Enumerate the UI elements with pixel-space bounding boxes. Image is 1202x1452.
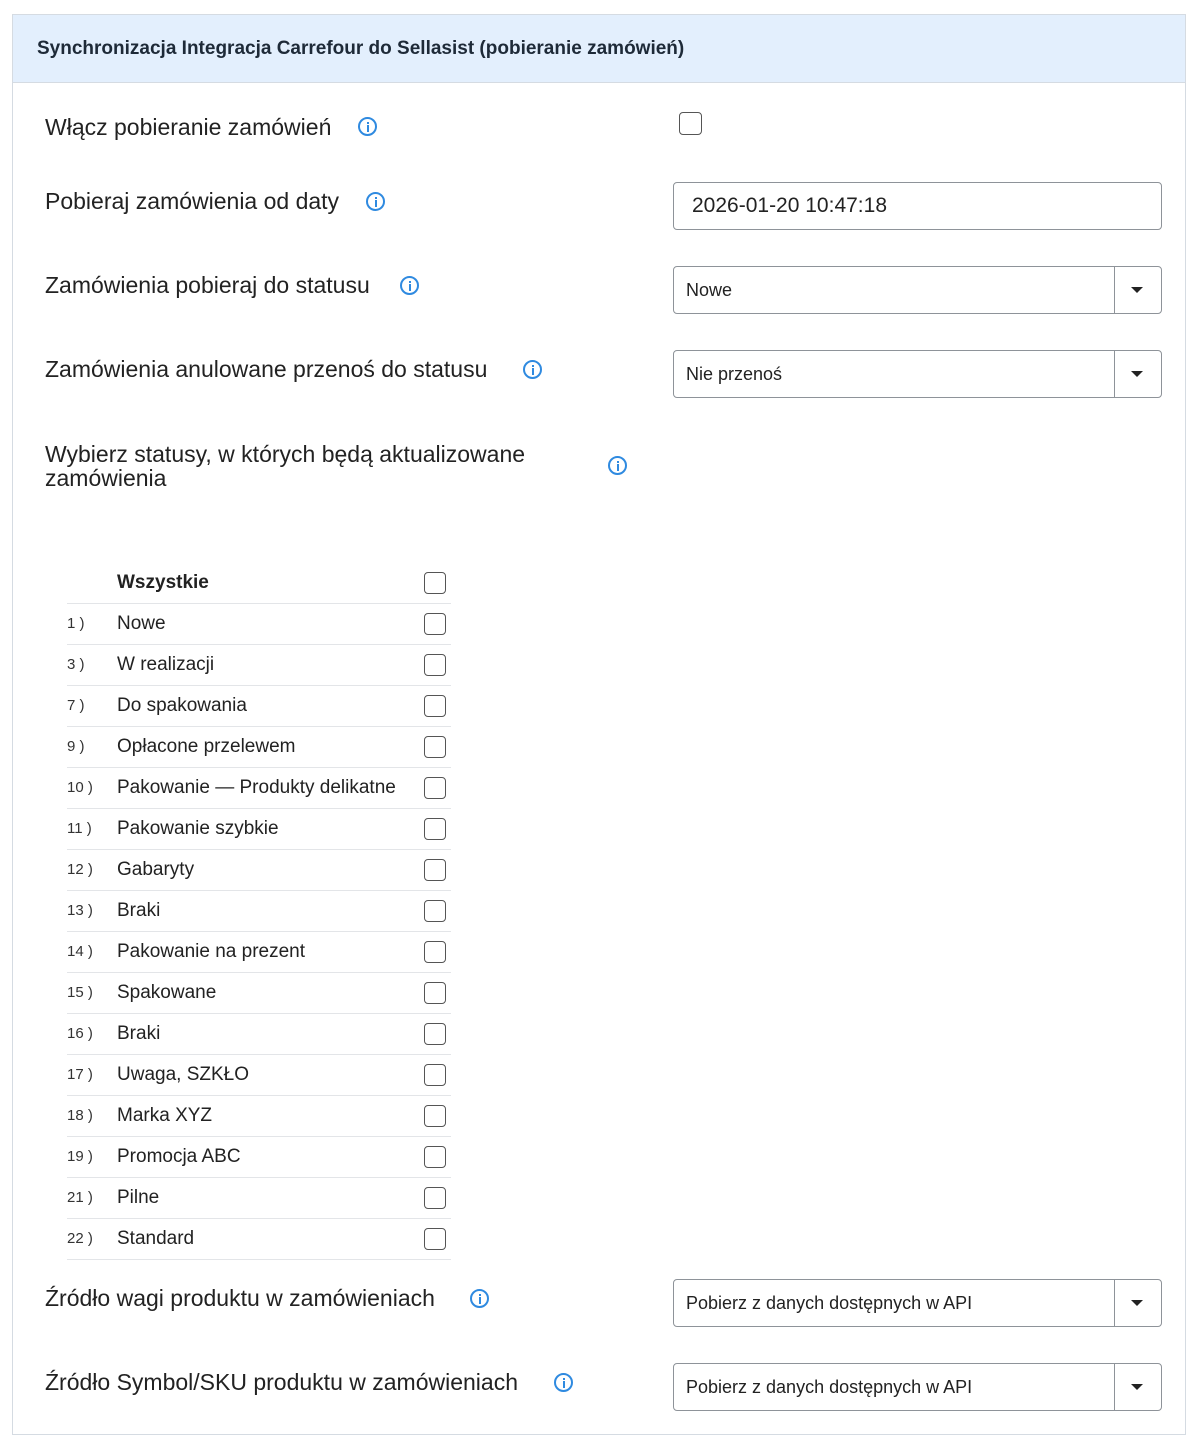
status-number: 21 )	[67, 1189, 93, 1206]
status-number: 19 )	[67, 1148, 93, 1165]
status-checkbox[interactable]	[424, 613, 446, 635]
status-checkbox[interactable]	[424, 1146, 446, 1168]
status-checkbox[interactable]	[424, 900, 446, 922]
status-label: Pakowanie — Produkty delikatne	[117, 777, 396, 798]
status-checkbox[interactable]	[424, 859, 446, 881]
select-separator	[1114, 351, 1115, 397]
status-label: Braki	[117, 900, 161, 921]
sync-panel	[12, 14, 1186, 1435]
status-checkbox[interactable]	[424, 1187, 446, 1209]
status-row	[67, 686, 451, 727]
from-date-label: Pobieraj zamówienia od daty	[45, 188, 340, 214]
status-number: 11 )	[67, 820, 92, 837]
status-checkbox[interactable]	[424, 736, 446, 758]
enable-orders-checkbox[interactable]	[679, 112, 702, 135]
status-checkbox[interactable]	[424, 777, 446, 799]
status-row	[67, 1014, 451, 1055]
status-row	[67, 891, 451, 932]
from-date-input[interactable]: 2026-01-20 10:47:18	[673, 182, 1162, 230]
status-table	[67, 563, 451, 1260]
select-separator	[1114, 1364, 1115, 1410]
info-icon[interactable]	[608, 456, 627, 475]
status-label: Braki	[117, 1023, 161, 1044]
status-row	[67, 932, 451, 973]
status-row	[67, 973, 451, 1014]
sku-source-select[interactable]	[673, 1363, 1162, 1411]
update-statuses-label: Wybierz statusy, w których będą aktualizowane zamówienia	[45, 441, 526, 491]
status-number: 12 )	[67, 861, 93, 878]
status-row	[67, 809, 451, 850]
status-label: W realizacji	[117, 654, 215, 675]
status-label: Standard	[117, 1228, 195, 1249]
cancelled-status-value: Nie przenoś	[686, 364, 783, 384]
info-icon[interactable]	[366, 192, 385, 211]
status-row	[67, 727, 451, 768]
status-number: 14 )	[67, 943, 93, 960]
enable-orders-label: Włącz pobieranie zamówień	[45, 114, 332, 140]
info-icon[interactable]	[523, 360, 542, 379]
status-number: 18 )	[67, 1107, 93, 1124]
status-checkbox[interactable]	[424, 654, 446, 676]
status-checkbox[interactable]	[424, 1064, 446, 1086]
status-number: 15 )	[67, 984, 93, 1001]
status-checkbox[interactable]	[424, 1228, 446, 1250]
cancelled-status-label: Zamówienia anulowane przenoś do statusu	[45, 356, 488, 382]
status-checkbox[interactable]	[424, 1023, 446, 1045]
status-label: Gabaryty	[117, 859, 195, 880]
status-label: Pakowanie na prezent	[117, 941, 306, 962]
panel-header	[13, 15, 1185, 83]
status-number: 13 )	[67, 902, 93, 919]
status-checkbox[interactable]	[424, 1105, 446, 1127]
status-all-label: Wszystkie	[117, 572, 209, 593]
weight-source-value: Pobierz z danych dostępnych w API	[686, 1293, 973, 1313]
sku-source-label: Źródło Symbol/SKU produktu w zamówieniach	[45, 1369, 518, 1395]
status-label: Do spakowania	[117, 695, 247, 716]
status-checkbox[interactable]	[424, 818, 446, 840]
status-row	[67, 1096, 451, 1137]
status-checkbox[interactable]	[424, 982, 446, 1004]
caret-down-icon	[1131, 1384, 1143, 1390]
info-icon[interactable]	[470, 1289, 489, 1308]
status-label: Spakowane	[117, 982, 217, 1003]
status-number: 10 )	[67, 779, 93, 796]
status-number: 3 )	[67, 656, 85, 673]
status-label: Promocja ABC	[117, 1146, 241, 1167]
info-icon[interactable]	[400, 276, 419, 295]
target-status-select[interactable]	[673, 266, 1162, 314]
info-icon[interactable]	[554, 1373, 573, 1392]
target-status-label: Zamówienia pobieraj do statusu	[45, 272, 370, 298]
status-label: Pilne	[117, 1187, 160, 1208]
target-status-value: Nowe	[686, 280, 733, 300]
info-icon[interactable]	[358, 117, 377, 136]
status-number: 9 )	[67, 738, 85, 755]
status-number: 22 )	[67, 1230, 93, 1247]
weight-source-select[interactable]	[673, 1279, 1162, 1327]
status-number: 16 )	[67, 1025, 93, 1042]
caret-down-icon	[1131, 371, 1143, 377]
status-row	[67, 850, 451, 891]
sku-source-value: Pobierz z danych dostępnych w API	[686, 1377, 973, 1397]
status-checkbox[interactable]	[424, 695, 446, 717]
status-row	[67, 1137, 451, 1178]
status-label: Uwaga, SZKŁO	[117, 1064, 249, 1085]
status-row	[67, 1055, 451, 1096]
status-row	[67, 604, 451, 645]
status-number: 1 )	[67, 615, 85, 632]
status-row	[67, 1178, 451, 1219]
status-checkbox[interactable]	[424, 941, 446, 963]
status-number: 17 )	[67, 1066, 93, 1083]
cancelled-status-select[interactable]	[673, 350, 1162, 398]
select-separator	[1114, 267, 1115, 313]
status-all-checkbox[interactable]	[424, 572, 446, 594]
status-label: Opłacone przelewem	[117, 736, 296, 757]
caret-down-icon	[1131, 1300, 1143, 1306]
status-row	[67, 645, 451, 686]
status-label: Pakowanie szybkie	[117, 818, 279, 839]
status-all-row	[67, 563, 451, 604]
status-label: Marka XYZ	[117, 1105, 213, 1126]
status-number: 7 )	[67, 697, 85, 714]
weight-source-label: Źródło wagi produktu w zamówieniach	[45, 1285, 435, 1311]
select-separator	[1114, 1280, 1115, 1326]
status-label: Nowe	[117, 613, 166, 634]
caret-down-icon	[1131, 287, 1143, 293]
panel-title: Synchronizacja Integracja Carrefour do Sellasist (pobieranie zamówień)	[37, 37, 685, 59]
status-row	[67, 768, 451, 809]
status-row	[67, 1219, 451, 1260]
